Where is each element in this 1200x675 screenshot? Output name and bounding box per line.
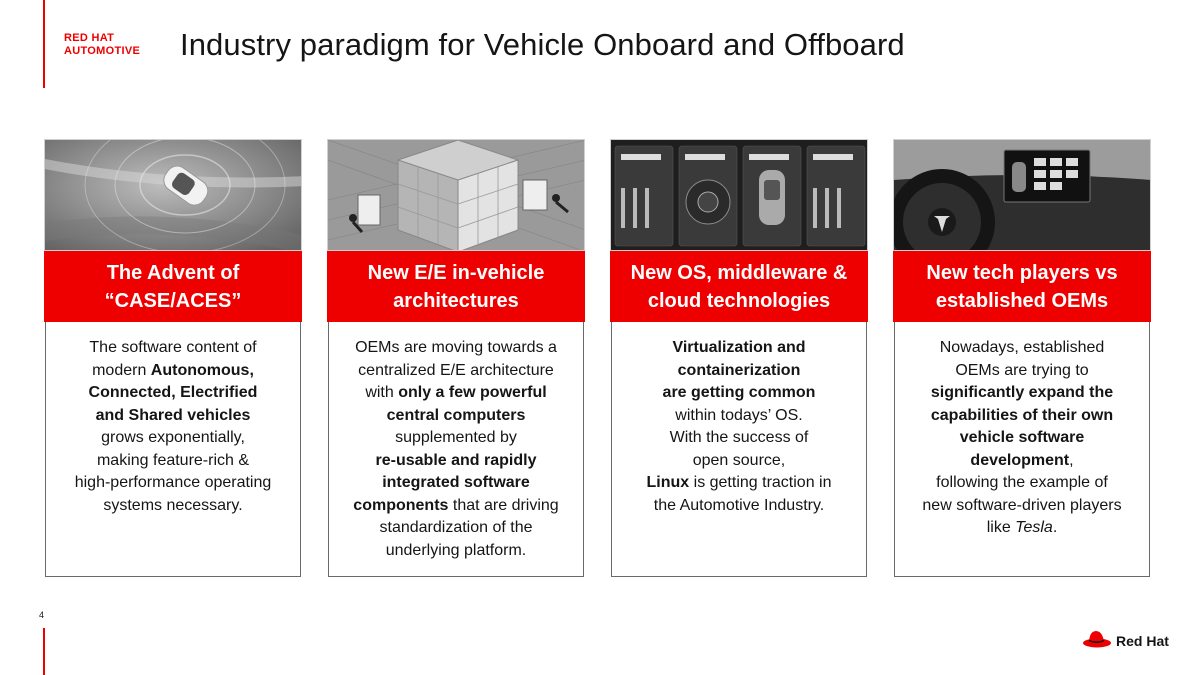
body-bold-text: components [353,496,449,514]
body-text: supplemented by [395,429,517,446]
body-text: the Automotive Industry. [653,496,825,514]
card-body [894,322,1150,577]
body-text: open source, [692,451,786,469]
red-hat-logo-text: Red Hat [1116,632,1169,649]
card-header [610,251,868,322]
body-text: high-performance operating [74,474,272,491]
body-text: like [986,519,1016,536]
body-bold-text: significantly expand the [930,384,1114,401]
body-text: with [365,384,399,401]
body-text: that are driving [448,496,559,514]
card-header-line-1: New E/E in-vehicle [367,261,545,284]
page-number: 4 [39,610,45,620]
card-header-line-2: “CASE/ACES” [104,289,242,312]
body-text: underlying platform. [385,541,527,559]
body-text: With the success of [669,429,809,446]
card-body [45,322,301,577]
body-text: making feature-rich & [96,451,250,469]
body-text: systems necessary. [103,496,243,514]
body-text: centralized E/E architecture [358,361,554,379]
red-hat-fedora-icon [1082,628,1112,653]
body-bold-text: only a few powerful [398,384,547,401]
body-text: . [1052,519,1058,536]
card-header-line-2: established OEMs [935,289,1109,312]
body-text: is getting traction in [689,474,832,491]
red-hat-logo [1082,628,1169,653]
body-bold-text: Autonomous, [150,361,254,379]
brand-label [64,32,140,58]
card-header-line-1: The Advent of [106,261,240,284]
card-header [44,251,302,322]
cube-architecture-image [327,139,585,251]
card-tech-players [893,139,1151,577]
card-header-line-2: architectures [393,289,519,312]
card-case-aces [44,139,302,577]
card-header-line-1: New OS, middleware & [630,261,848,284]
body-bold-text: and Shared vehicles [95,406,251,424]
body-text: Nowadays, established [939,339,1105,356]
accent-bar-bottom [43,628,45,675]
body-text: OEMs are trying to [955,361,1089,379]
card-body [328,322,584,577]
body-italic-text: Tesla [1015,519,1053,536]
card-header-line-1: New tech players vs [926,261,1118,284]
body-bold-text: containerization [677,361,801,379]
body-text: , [1069,451,1074,469]
body-bold-text: vehicle software [959,429,1085,446]
card-header [327,251,585,322]
card-os-middleware-cloud [610,139,868,577]
body-text: modern [92,361,151,379]
body-bold-text: are getting common [662,384,816,401]
brand-line-1: RED HAT [64,32,115,44]
body-text: new software-driven players [922,496,1122,514]
body-bold-text: development [970,451,1070,469]
body-text: standardization of the [379,519,533,536]
body-bold-text: Connected, Electrified [88,384,258,401]
body-bold-text: integrated software [382,474,530,491]
body-text: The software content of [89,339,257,356]
body-bold-text: Virtualization and [672,339,806,356]
body-bold-text: capabilities of their own [930,406,1114,424]
card-header [893,251,1151,322]
body-text: grows exponentially, [101,429,245,446]
body-bold-text: central computers [386,406,526,424]
body-text: following the example of [936,474,1108,491]
body-text: OEMs are moving towards a [355,339,557,356]
page-title: Industry paradigm for Vehicle Onboard and Offboard [180,27,905,62]
tesla-interior-image [893,139,1151,251]
body-text: within todays’ OS. [675,406,803,424]
dashboard-screens-image [610,139,868,251]
card-ee-architectures [327,139,585,577]
accent-bar-top [43,0,45,88]
card-header-line-2: cloud technologies [647,289,831,312]
body-bold-text: Linux [646,474,690,491]
autonomous-car-image [44,139,302,251]
body-bold-text: re-usable and rapidly [375,451,537,469]
card-body [611,322,867,577]
brand-line-2: AUTOMOTIVE [64,45,141,57]
